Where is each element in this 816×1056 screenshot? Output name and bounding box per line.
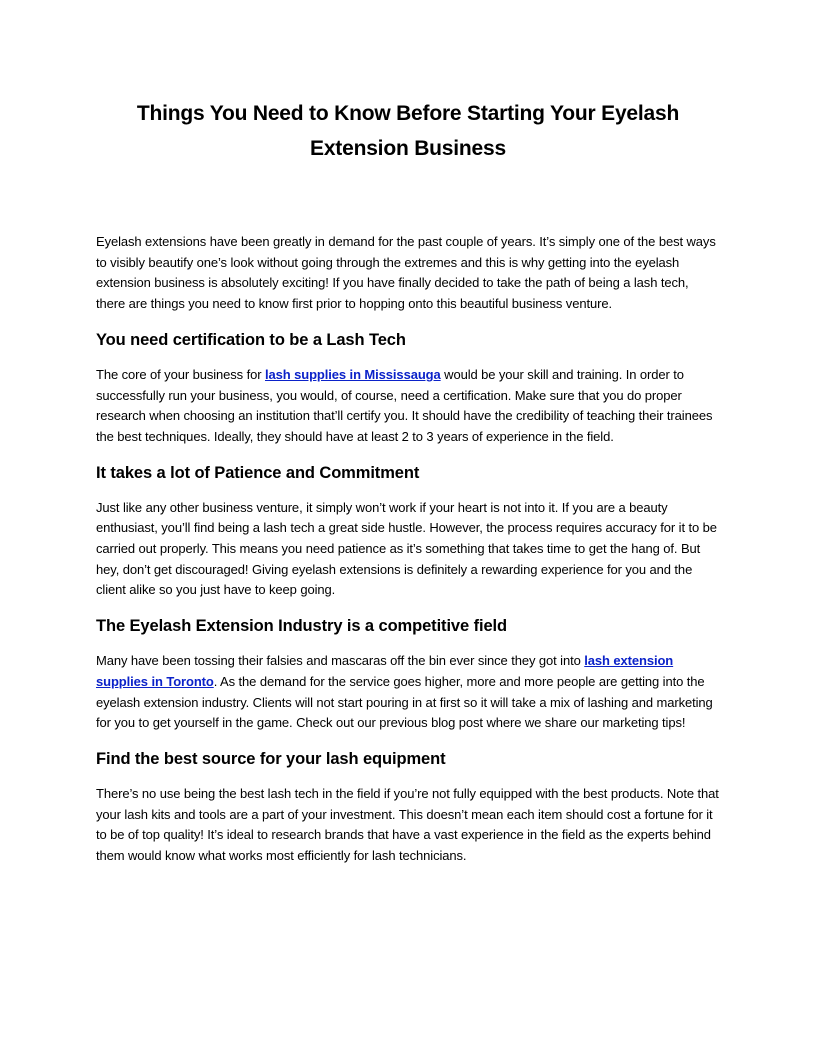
paragraph-text: would be your skill and training. In order to successfully run your business, you would, of course, need a certification. Make sure that you do proper research when choosing an institution that’ll certify you. It should have the credibility of teaching their trainees the best techniques. Ideally, they should have at least 2 to 3 years of experience in the field. (96, 366, 713, 444)
link-lash-supplies-mississauga[interactable]: lash supplies in Mississauga (264, 366, 441, 382)
intro-paragraph: Eyelash extensions have been greatly in demand for the past couple of years. It’s simply one of the best ways to visibly beautify one’s look without going through the extremes and this is why getting into the eyelash extension business is absolutely exciting! If you have finally decided to take the path of being a lash tech, there are things you need to know first prior to hopping onto this beautiful business venture. (96, 234, 716, 312)
section-heading-equipment: Find the best source for your lash equipment (96, 749, 446, 768)
paragraph-text: Many have been tossing their falsies and mascaras off the bin ever since they got into (96, 653, 585, 669)
paragraph-text: . As the demand for the service goes higher, more and more people are getting into the eyelash extension industry. Clients will not start pouring in at first so it will take a mix of lashing and marketing for you to get yourself in the game. Check out our previous blog post where we share our marketing tips! (96, 673, 713, 731)
section-paragraph-certification (96, 365, 720, 448)
paragraph-text: The core of your business for (96, 366, 265, 382)
section-heading-certification: You need certification to be a Lash Tech (96, 330, 406, 349)
document-page (96, 0, 720, 867)
section-paragraph-patience: Just like any other business venture, it simply won’t work if your heart is not into it. If you are a beauty enthusiast, you’ll find being a lash tech a great side hustle. However, the process requires accuracy for it to be carried out properly. This means you need patience as it’s something that takes time to get the hang of. But hey, don’t get discouraged! Giving eyelash extensions is definitely a rewarding experience for you and the client alike so you just have to keep going. (96, 499, 717, 598)
document-title: Things You Need to Know Before Starting Your Eyelash Extension Business (136, 102, 680, 160)
section-paragraph-competitive (96, 651, 720, 734)
section-heading-patience: It takes a lot of Patience and Commitment (96, 463, 420, 482)
link-lash-extension-supplies-toronto[interactable]: lash extension supplies in Toronto (96, 653, 674, 689)
section-paragraph-equipment: There’s no use being the best lash tech in the field if you’re not fully equipped with the best products. Note that your lash kits and tools are a part of your investment. This doesn’t mean each item should cost a fortune for it to be of top quality! It’s ideal to research brands that have a vast experience in the field as the experts behind them would know what works most efficiently for lash technicians. (96, 785, 719, 864)
section-heading-competitive: The Eyelash Extension Industry is a competitive field (96, 617, 507, 636)
